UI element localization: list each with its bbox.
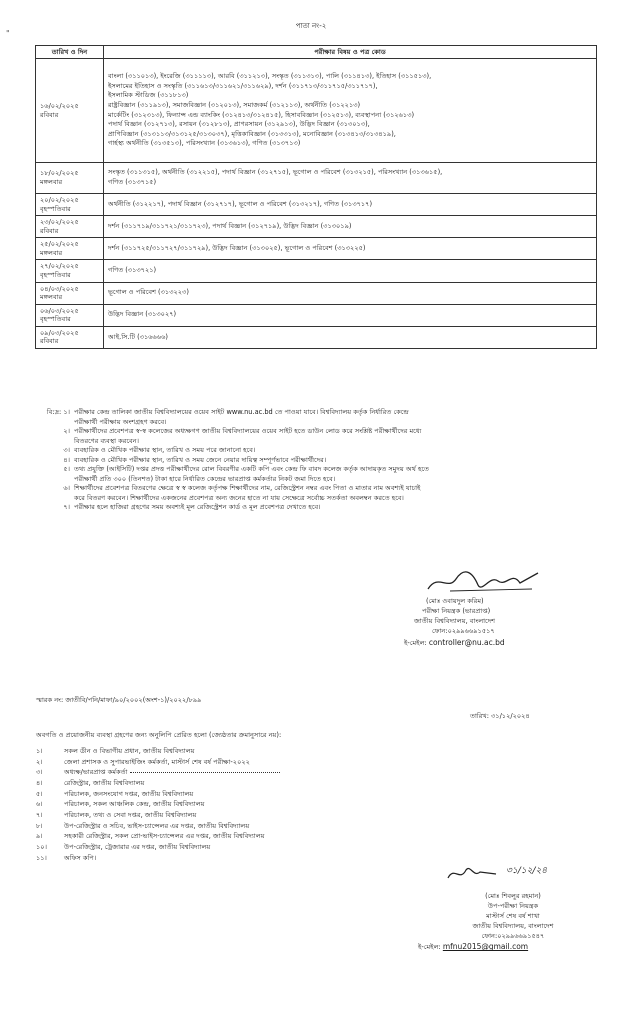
date-cell	[36, 238, 104, 260]
exam-day: মঙ্গলবার	[40, 293, 63, 302]
subject-line: ইসলামিক স্টাডিজ (৩১১৮১৩)	[108, 91, 189, 100]
date-cell	[36, 216, 104, 238]
distribution-item	[36, 853, 456, 864]
note-line: শিক্ষার্থীদের প্রবেশপত্র বিতরণের ক্ষেত্রে স্ব স্ব কলেজ কর্তৃপক্ষ শিক্ষার্থীদের নাম, রেজিস্ট্রেশন নম্বর এবং পিতা ও মাতার নাম অবশ্যই যাচাই	[74, 484, 421, 493]
note-item	[36, 465, 592, 484]
exam-day: মঙ্গলবার	[40, 248, 63, 257]
note-line: পরীক্ষার্থী প্রতি ৩০০ (তিনশত) টাকা হারে নির্ধারিত কেন্দ্রের ভারপ্রাপ্ত কর্মকর্তার নিকট জমা দিতে হবে।	[74, 474, 336, 483]
distribution-item	[36, 789, 456, 800]
subject-line: গার্হস্থ্য অর্থনীতি (৩১৩৫১৩), পরিসংখ্যান (৩১৩৬১৩), গণিত (৩১৩৭১৩)	[108, 139, 301, 148]
subject-line: উদ্ভিদ বিজ্ঞান (৩১৩০২৭)	[108, 310, 177, 319]
subject-line: গণিত (৩১৩৭১৫)	[108, 178, 157, 186]
table-row	[36, 194, 597, 216]
exam-schedule-table	[35, 45, 597, 349]
distribution-number: ৩।	[36, 768, 43, 777]
table-row	[36, 238, 597, 260]
blank-dotted-line	[130, 767, 280, 773]
exam-date: ০৯/০৩/২০২৫	[40, 328, 79, 337]
exam-day: বৃহস্পতিবার	[40, 270, 71, 279]
distribution-text: পরিচালক, তথ্য ও সেবা দপ্তর, জাতীয় বিশ্ববিদ্যালয়	[64, 811, 197, 820]
distribution-number: ৪।	[36, 779, 43, 788]
distribution-number: ৫।	[36, 789, 43, 798]
controller-name: (মোঃ ওবায়দুল করিম)	[426, 597, 484, 605]
note-number: ৪।	[63, 455, 70, 464]
note-number: ৬।	[63, 484, 70, 493]
controller-org: জাতীয় বিশ্ববিদ্যালয়, বাংলাদেশ	[414, 616, 496, 625]
distribution-text: সহকারী রেজিস্ট্রার, সকল প্রো-ভাইস-চ্যান্সেলর এর দপ্তর, জাতীয় বিশ্ববিদ্যালয়	[64, 832, 265, 841]
controller-phone: ফোন:০২৯৯৬৬৯১৫১৭	[432, 626, 495, 635]
subject-cell	[104, 282, 597, 304]
deputy-signature	[418, 858, 608, 892]
distribution-item	[36, 799, 456, 810]
distribution-item	[36, 757, 456, 768]
deputy-controller-signature-block	[418, 858, 608, 953]
subject-cell	[104, 59, 597, 163]
controller-signature-block	[400, 565, 600, 648]
notes-section	[36, 408, 592, 513]
exam-date: ২০/০২/২০২৫	[40, 196, 79, 204]
note-line: তথ্য প্রযুক্তি (আইসিটি) দপ্তর প্রদত্ত পরীক্ষার্থীদের রোল বিবরণীর একটি কপি এবং কেন্দ্র ফি বাবদ কলেজ কর্তৃক আদায়কৃত সমুদয় অর্থ হতে	[74, 465, 430, 474]
note-item	[36, 427, 592, 446]
subject-line: আই.সি.টি (৩১৬৬৬৬)	[108, 332, 168, 341]
header-date-day: তারিখ ও দিন	[36, 46, 104, 59]
subject-cell	[104, 216, 597, 238]
distribution-number: ১০।	[36, 843, 47, 852]
header-subject-code: পরীক্ষার বিষয় ও পত্র কোড	[104, 46, 597, 59]
exam-date: ২৫/০২/২০২৫	[40, 240, 79, 249]
note-item	[36, 503, 592, 513]
distribution-number: ১।	[36, 747, 43, 755]
exam-date: ১৮/০২/২০২৫	[40, 169, 79, 178]
note-line: পরীক্ষার হলে হাজিরা গ্রহণের সময় অবশ্যই মূল রেজিস্ট্রেশন কার্ড ও মূল প্রবেশপত্র দেখাতে হবে।	[74, 503, 321, 512]
distribution-text: অধ্যক্ষ/ভারপ্রাপ্ত কর্মকর্তা	[64, 768, 128, 777]
note-text	[74, 427, 592, 446]
distribution-number: ৭।	[36, 811, 43, 820]
distribution-text: রেজিস্ট্রার, জাতীয় বিশ্ববিদ্যালয়	[64, 779, 145, 788]
deputy-org: জাতীয় বিশ্ববিদ্যালয়, বাংলাদেশ	[472, 921, 554, 930]
distribution-text: উপ-রেজিস্ট্রার, ট্রেজারার এর দপ্তর, জাতীয় বিশ্ববিদ্যালয়	[64, 843, 211, 852]
deputy-email[interactable]: mfnu2015@gmail.com	[442, 942, 529, 952]
date-cell	[36, 304, 104, 326]
note-number: ৫।	[63, 465, 70, 474]
subject-cell	[104, 304, 597, 326]
note-line: পরীক্ষার কেন্দ্র তালিকা জাতীয় বিশ্ববিদ্যালয়ের ওয়েব সাইট www.nu.ac.bd তে পাওয়া যাবে। বিশ্ববিদ্যালয় কর্তৃক নির্ধারিত কেন্দ্রে	[74, 408, 409, 416]
exam-day: রবিবার	[40, 337, 59, 346]
date-cell	[36, 194, 104, 216]
table-row	[36, 304, 597, 326]
note-item	[36, 446, 592, 456]
note-text	[74, 456, 592, 466]
distribution-item	[36, 778, 456, 789]
distribution-number: ৬।	[36, 800, 43, 809]
exam-date: ০৪/০৩/২০২৫	[40, 284, 79, 293]
exam-date: ২৩/০২/২০২৫	[40, 218, 79, 227]
subject-cell	[104, 163, 597, 194]
subject-cell	[104, 326, 597, 348]
note-item	[36, 408, 592, 427]
date-cell	[36, 260, 104, 282]
distribution-number: ৮।	[36, 821, 43, 830]
deputy-title: উপ-পরীক্ষা নিয়ন্ত্রক	[487, 901, 539, 910]
note-line: করে বিতরণ করবেন। শিক্ষার্থীদের একজনের প্রবেশপত্র অন্য জনের হাতে না যায় সেক্ষেত্রে সর্বোচ্চ সতর্কতা অবলম্বন করতে হবে।	[74, 493, 404, 502]
table-row	[36, 326, 597, 348]
table-header-row	[36, 46, 597, 59]
note-text	[74, 503, 592, 513]
memo-number: স্মারক নং: জাতীবি/পনি/মাফা/৯০/২০০২(অংশ-১)/২০২২/৮৯৯	[36, 696, 202, 704]
exam-day: মঙ্গলবার	[40, 178, 63, 186]
date-cell	[36, 326, 104, 348]
note-line: পরীক্ষার্থী পরীক্ষায় অংশগ্রহণ করবে।	[74, 417, 167, 426]
exam-date: ০৬/০৩/২০২৫	[40, 306, 79, 315]
exam-date: ২৭/০২/২০২৫	[40, 262, 79, 271]
distribution-text: জেলা প্রশাসক ও সুপারভাইজিং কর্মকর্তা, মাস্টার্স শেষ বর্ষ পরীক্ষা-২০২২	[64, 757, 250, 766]
subject-line: মার্কেটিং (৩১২৩১৩), ফিন্যান্স এন্ড ব্যাংকিং (৩১২৪১৩/৩১২৪১৫), হিসাববিজ্ঞান (৩১২৫১৩), ব্যবস্থাপনা (৩১২৬১৩)	[108, 110, 415, 119]
note-line: ব্যবহারিক ও মৌখিক পরীক্ষার স্থান, তারিখ ও সময় পরে জানানো হবে।	[74, 446, 256, 455]
distribution-item	[36, 810, 456, 821]
deputy-section: মাস্টার্স শেষ বর্ষ শাখা	[486, 911, 540, 920]
subject-line: দর্শন (৩১১৭২৫/৩১১৭২৭/৩১১৭২৯), উদ্ভিদ বিজ্ঞান (৩১৩০২৫), ভূগোল ও পরিবেশ (৩১৩২২৫)	[108, 244, 366, 253]
table-row	[36, 260, 597, 282]
distribution-text: পরিচালক, জনসংযোগ দপ্তর, জাতীয় বিশ্ববিদ্যালয়	[64, 789, 194, 798]
distribution-text: পরিচালক, সকল আঞ্চলিক কেন্দ্র, জাতীয় বিশ্ববিদ্যালয়	[64, 800, 205, 809]
subject-line: প্রাণিবিজ্ঞান (৩১৩১১৩/৩১৩১২৫/৩১৩০৩৭), মৃত্তিকাবিজ্ঞান (৩১৩৩১৩), মনোবিজ্ঞান (৩১৩৪১৩/৩১৩৪১৯),	[108, 129, 396, 138]
distribution-number: ২।	[36, 757, 43, 766]
subject-line: পদার্থ বিজ্ঞান (৩১২৭১৩), রসায়ন (৩১২৮১৩), প্রাণরসায়ন (৩১২৯১৩), উদ্ভিদ বিজ্ঞান (৩১৩০১৩),	[108, 120, 370, 129]
forward-note: অবগতি ও প্রয়োজনীয় ব্যবস্থা গ্রহণের জন্য অনুলিপি প্রেরিত হলো (জ্যেষ্ঠতার ক্রমানুসারে নয়):	[36, 731, 282, 739]
exam-day: রবিবার	[40, 226, 59, 235]
distribution-number: ৯।	[36, 832, 43, 841]
deputy-phone: ফোন:০২৯৯৬৬৯১৫৪৭	[481, 931, 545, 940]
note-line: পরীক্ষার্থীদের প্রবেশপত্র স্ব-স্ব কলেজের অধ্যক্ষগণ জাতীয় বিশ্ববিদ্যালয়ের ওয়েব সাইট হতে ডাউন লোড করে সংশ্লিষ্ট পরীক্ষার্থীদের মধ্যে	[74, 427, 422, 436]
distribution-number: ১১।	[36, 853, 47, 862]
exam-day: রবিবার	[40, 110, 59, 119]
note-number: ৭।	[63, 503, 70, 512]
controller-signature	[400, 565, 600, 597]
date-cell	[36, 282, 104, 304]
note-text	[74, 408, 592, 427]
note-item	[36, 484, 592, 503]
distribution-text: সকল ডীন ও বিভাগীয় প্রধান, জাতীয় বিশ্ববিদ্যালয়	[64, 747, 195, 755]
subject-line: রাষ্ট্রবিজ্ঞান (৩১১৯১৩), সমাজবিজ্ঞান (৩১২০১৩), সমাজকর্ম (৩১২১১৩), অর্থনীতি (৩১২২১৩)	[108, 100, 361, 109]
memo-date: তারিখ: ৩১/১২/২০২৪	[470, 712, 530, 720]
deputy-name: (মোঃ শিবলুর রহমান)	[485, 892, 541, 900]
corner-mark: "	[6, 29, 10, 38]
deputy-signature-date: ৩১/১২/২৪	[506, 866, 548, 876]
subject-cell	[104, 238, 597, 260]
date-cell	[36, 163, 104, 194]
note-text	[74, 465, 592, 484]
date-cell	[36, 59, 104, 163]
controller-email-label: ই-মেইল:	[404, 638, 427, 647]
distribution-item	[36, 831, 456, 842]
subject-line: গণিত (৩১৩৭২১)	[108, 266, 157, 275]
deputy-email-label: ই-মেইল:	[418, 943, 441, 952]
subject-line: দর্শন (৩১১৭১৯/৩১১৭২১/৩১১৭২৩), পদার্থ বিজ্ঞান (৩১২৭১৯), উদ্ভিদ বিজ্ঞান (৩১৩০১৯)	[108, 221, 352, 230]
distribution-item	[36, 746, 456, 757]
distribution-text: অফিস কপি।	[64, 853, 97, 862]
distribution-item	[36, 767, 456, 778]
subject-line: ইসলামের ইতিহাস ও সংস্কৃতি (৩১১৬১৩/৩১১৬২১/৩১১৬২৯), দর্শন (৩১১৭১৩/৩১১৭১৫/৩১১৭১৭),	[108, 81, 378, 90]
note-text	[74, 446, 592, 456]
note-text	[74, 484, 592, 503]
subject-line: বাংলা (৩১১০১৩), ইংরেজি (৩১১১১৩), আরবি (৩১১২১৩), সংস্কৃত (৩১১৩১৩), পালি (৩১১৪১৩), ইতিহাস (৩১১৫১৩),	[108, 72, 432, 81]
table-row	[36, 216, 597, 238]
table-row	[36, 282, 597, 304]
subject-cell	[104, 260, 597, 282]
exam-day: বৃহস্পতিবার	[40, 204, 71, 213]
note-line: বিতরণের ব্যবস্থা করবেন।	[74, 436, 139, 445]
exam-day: বৃহস্পতিবার	[40, 315, 71, 324]
distribution-item	[36, 842, 456, 853]
distribution-item	[36, 821, 456, 832]
note-number: ২।	[63, 427, 70, 436]
exam-date: ১৬/০২/২০২৫	[40, 101, 79, 110]
subject-line: সংস্কৃত (৩১১৩১৫), অর্থনীতি (৩১২২১৫), পদার্থ বিজ্ঞান (৩১২৭১৫), ভূগোল ও পরিবেশ (৩১৩২১৫), পরিসংখ্যান (৩১৩৬১৫),	[108, 168, 443, 177]
note-number: বি:দ্র: ১।	[46, 408, 70, 416]
controller-title: পরীক্ষা নিয়ন্ত্রক (ভারপ্রাপ্ত)	[422, 606, 491, 615]
subject-cell	[104, 194, 597, 216]
note-line: ব্যবহারিক ও মৌখিক পরীক্ষার স্থান, তারিখ ও সময় জেনে নেয়ার দায়িত্ব সম্পূর্ণভাবে পরীক্ষার্থীদের।	[74, 455, 327, 464]
note-number: ৩।	[63, 446, 70, 455]
distribution-text: উপ-রেজিস্ট্রার ও সচিব, ভাইস-চ্যান্সেলর এর দপ্তর, জাতীয় বিশ্ববিদ্যালয়	[64, 821, 250, 830]
subject-line: ভূগোল ও পরিবেশ (৩১৩২২৩)	[108, 288, 189, 297]
table-row	[36, 59, 597, 163]
table-row	[36, 163, 597, 194]
note-item	[36, 456, 592, 466]
controller-email[interactable]: controller@nu.ac.bd	[428, 637, 505, 647]
page-number: পাতা নং-২	[295, 22, 327, 30]
subject-line: অর্থনীতি (৩১২২১৭), পদার্থ বিজ্ঞান (৩১২৭১৭), ভূগোল ও পরিবেশ (৩১৩২১৭), গণিত (৩১৩৭১৭)	[108, 199, 373, 208]
distribution-list	[36, 746, 456, 863]
